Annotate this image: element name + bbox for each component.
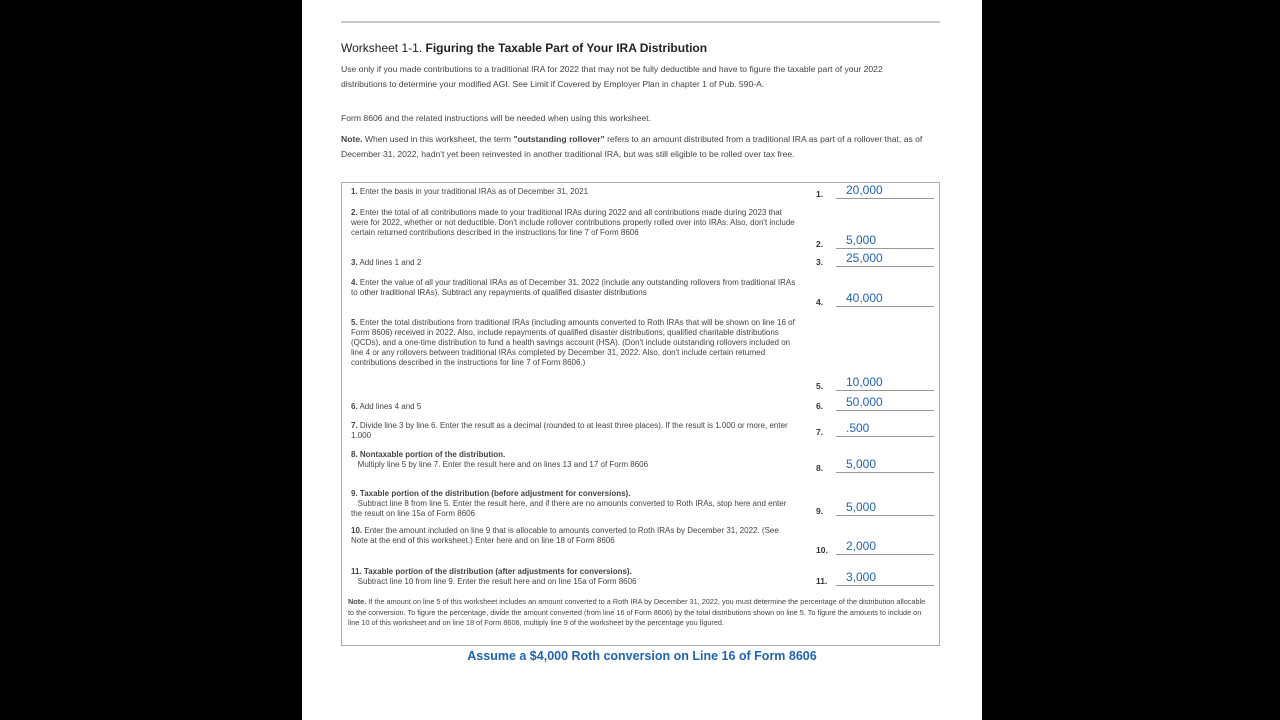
worksheet-line-11: 11. Taxable portion of the distribution (after adjustments for conversions). Subtract line 10 from line 9. Enter the result here and on line 15a of Form 8606 [351,567,637,586]
line-8-value[interactable]: 5,000 [836,457,934,473]
line-11-value[interactable]: 3,000 [836,570,934,586]
line-number-label: 10. [816,545,828,555]
line-4-value[interactable]: 40,000 [836,291,934,307]
line-number-label: 11. [816,576,828,586]
line-7-value[interactable]: .500 [836,421,934,437]
line-2-value[interactable]: 5,000 [836,233,934,249]
forms-note: Form 8606 and the related instructions will be needed when using this worksheet. [341,113,652,123]
intro-paragraph: Use only if you made contributions to a traditional IRA for 2022 that may not be fully deductible and have to figure the taxable part of your 2022 distributions to determine your modified AGI. See Limit if Covered by Employer Plan in chapter 1 of Pub. 590-A. [341,64,883,89]
line-1-value[interactable]: 20,000 [836,183,934,199]
line-10-value[interactable]: 2,000 [836,539,934,555]
worksheet-line-2: 2. Enter the total of all contributions made to your traditional IRAs during 2022 and all contributions made during 2023 that were for 2022, whether or not deductible. Don't include rollover contributions properly rolled over into IRAs. Also, don't include certain returned contributions described in the instructions for line 7 of Form 8606 [351,208,795,237]
worksheet-line-5: 5. Enter the total distributions from traditional IRAs (including amounts converted to Roth IRAs that will be shown on line 16 of Form 8606) received in 2022. Also, include repayments of qualified disaster distributions, qualified charitable distributions (QCDs), and a one-time distribution to fund a health savings account (HSA). (Don't include outstanding rollovers included on line 4 or any rollovers between traditional IRAs completed by December 31, 2022. Also, don't include certain returned contributions described in the instructions for line 7 of Form 8606.) [351,318,795,367]
line-number-label: 3. [816,257,824,267]
worksheet-line-8: 8. Nontaxable portion of the distribution. Multiply line 5 by line 7. Enter the result here and on lines 13 and 17 of Form 8606 [351,450,649,469]
line-number-label: 1. [816,189,824,199]
worksheet-title: Worksheet 1-1. Figuring the Taxable Part of Your IRA Distribution [341,41,708,55]
worksheet-line-10: 10. Enter the amount included on line 9 that is allocable to amounts converted to Roth IRAs by December 31, 2022. (See Note at the end of this worksheet.) Enter here and on line 18 of Form 8606 [351,526,779,545]
line-9-value[interactable]: 5,000 [836,500,934,516]
worksheet-line-1: 1. Enter the basis in your traditional IRAs as of December 31, 2021 [351,187,589,196]
worksheet-line-7: 7. Divide line 3 by line 6. Enter the result as a decimal (rounded to at least three places). If the result is 1.000 or more, enter 1.000 [351,421,788,440]
roth-conversion-annotation: Assume a $4,000 Roth conversion on Line 16 of Form 8606 [467,649,817,663]
line-number-label: 2. [816,239,824,249]
line-number-label: 7. [816,427,824,437]
line-number-label: 6. [816,401,824,411]
document-page [302,0,982,720]
line-number-label: 5. [816,381,824,391]
worksheet-line-6: 6. Add lines 4 and 5 [351,402,422,411]
worksheet-line-9: 9. Taxable portion of the distribution (before adjustment for conversions). Subtract line 8 from line 5. Enter the result here, and if there are no amounts converted to Roth IRAs, stop here and enter the result on line 15a of Form 8606 [351,489,787,518]
worksheet-line-3: 3. Add lines 1 and 2 [351,258,422,267]
worksheet-line-4: 4. Enter the value of all your traditional IRAs as of December 31, 2022 (include any outstanding rollovers from traditional IRAs to other traditional IRAs). Subtract any repayments of qualified disaster distributions [351,278,796,297]
line-3-value[interactable]: 25,000 [836,251,934,267]
line-6-value[interactable]: 50,000 [836,395,934,411]
line-number-label: 9. [816,506,824,516]
top-divider [341,21,940,23]
worksheet-box [341,182,940,646]
outstanding-rollover-note: Note. When used in this worksheet, the term "outstanding rollover" refers to an amount distributed from a traditional IRA as part of a rollover that, as of December 31, 2022, hadn't yet been reinvested in another traditional IRA, but was still eligible to be rolled over tax free. [341,134,923,159]
line-number-label: 8. [816,463,824,473]
line-number-label: 4. [816,297,824,307]
end-note: Note. If the amount on line 5 of this worksheet includes an amount converted to a Roth IRA by December 31, 2022, you must determine the percentage of the distribution allocable to the conversion. To figure the percentage, divide the amount converted (from line 16 of Form 8606) by the total distributions shown on line 5. To figure the amounts to include on line 10 of this worksheet and on line 18 of Form 8606, multiply line 9 of the worksheet by the percentage you figured. [348,597,926,627]
line-5-value[interactable]: 10,000 [836,375,934,391]
